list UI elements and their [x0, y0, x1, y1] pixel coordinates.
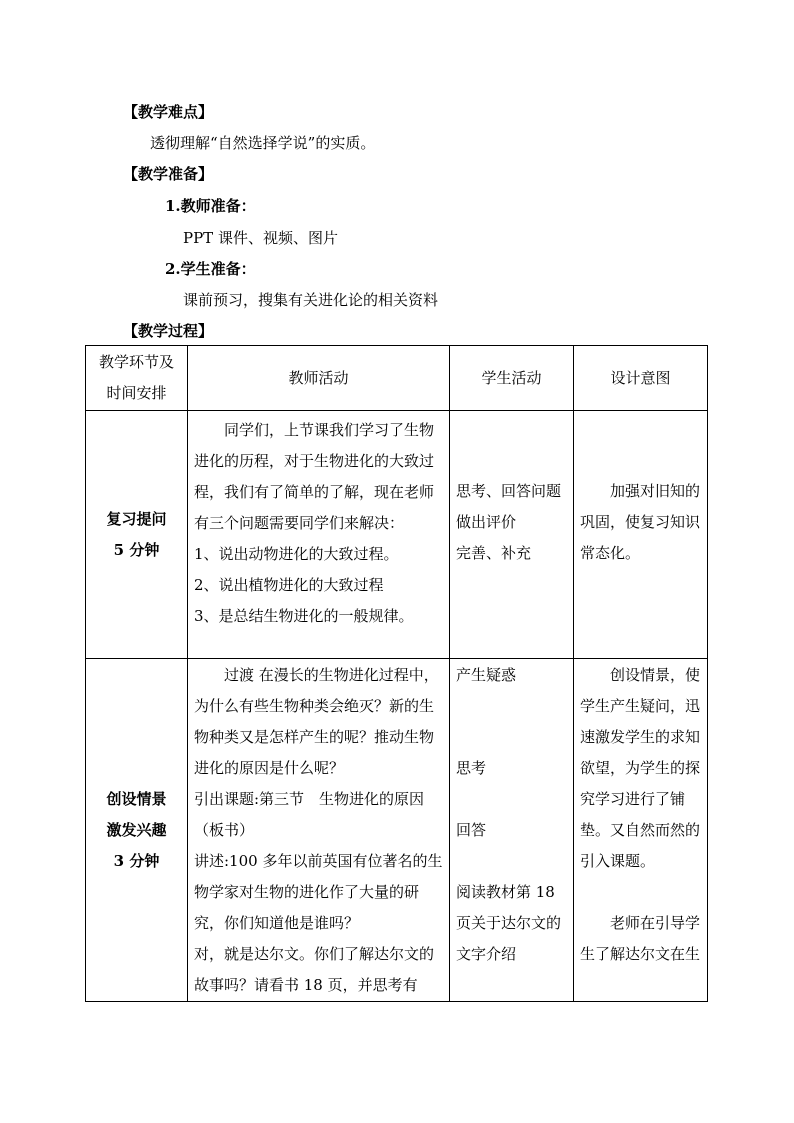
row2-student-activity: [450, 659, 574, 1002]
header-stage: [86, 346, 188, 411]
row1-teacher-q2: 2、说出植物进化的大致过程: [194, 576, 384, 594]
teacher-prep-heading: 1.教师准备：: [165, 197, 256, 215]
table-header-row: [86, 346, 708, 411]
row1-student-activity: [450, 411, 574, 659]
row1-student-line2: 做出评价: [456, 513, 517, 531]
row1-teacher-activity: [188, 411, 450, 659]
row1-intent-text: 加强对旧知的巩固，使复习知识常态化。: [580, 482, 701, 562]
student-prep-text: 课前预习，搜集有关进化论的相关资料: [183, 291, 439, 309]
difficulty-heading: 【教学难点】: [123, 103, 214, 121]
row2-teacher-para3: 讲述:100 多年以前英国有位著名的生物学家对生物的进化作了大量的研究，你们知道他是谁吗？: [194, 852, 443, 932]
row2-student-a1: 产生疑惑: [456, 666, 517, 684]
row2-teacher-activity: [188, 659, 450, 1002]
row2-design-intent: [574, 659, 708, 1002]
process-heading: 【教学过程】: [123, 322, 214, 340]
row1-student-line3: 完善、补充: [456, 544, 532, 562]
header-intent: 设计意图: [574, 346, 708, 411]
row1-stage: [86, 411, 188, 659]
lesson-plan-table: [85, 345, 708, 1002]
row1-teacher-intro: 同学们，上节课我们学习了生物进化的历程，对于生物进化的大致过程，我们有了简单的了解，现在老师有三个问题需要同学们来解决：: [194, 421, 435, 532]
header-stage-line2: 时间安排: [106, 384, 167, 402]
row2-student-a2: 思考: [456, 759, 487, 777]
row1-stage-line1: 复习提问: [106, 509, 167, 528]
row2-stage-line2: 激发兴趣: [106, 820, 167, 839]
row2-teacher-para4: 对，就是达尔文。你们了解达尔文的故事吗？请看书 18 页，并思考有: [194, 945, 435, 994]
header-student: 学生活动: [450, 346, 574, 411]
row2-intent-para1: 创设情景，使学生产生疑问，迅速激发学生的求知欲望，为学生的探究学习进行了铺垫。又自然而然的引入课题。: [580, 666, 701, 870]
teacher-prep-text: PPT 课件、视频、图片: [183, 229, 338, 247]
row2-stage-line1: 创设情景: [106, 789, 167, 808]
student-prep-heading: 2.学生准备：: [165, 260, 256, 278]
header-stage-line1: 教学环节及: [98, 353, 174, 371]
row2-stage-line3: 3 分钟: [113, 851, 160, 870]
row1-design-intent: [574, 411, 708, 659]
row2-teacher-para1: 过渡 在漫长的生物进化过程中，为什么有些生物种类会绝灭？新的生物种类又是怎样产生的呢？推动生物进化的原因是什么呢？: [194, 666, 439, 777]
difficulty-text: 透彻理解“自然选择学说”的实质。: [150, 134, 376, 152]
row1-teacher-q1: 1、说出动物进化的大致过程。: [194, 545, 399, 563]
row1-student-line1: 思考、回答问题: [456, 482, 562, 500]
row2-student-a3: 回答: [456, 821, 487, 839]
header-teacher: 教师活动: [188, 346, 450, 411]
row1-stage-line2: 5 分钟: [113, 540, 160, 559]
row1-teacher-q3: 3、是总结生物进化的一般规律。: [194, 607, 414, 625]
row2-teacher-para2: 引出课题:第三节 生物进化的原因（板书）: [194, 790, 425, 839]
row2-intent-para2: 老师在引导学生了解达尔文在生: [580, 914, 701, 963]
row2-student-a4: 阅读教材第 18 页关于达尔文的文字介绍: [456, 883, 562, 963]
prep-heading: 【教学准备】: [123, 165, 214, 183]
table-row: [86, 659, 708, 1002]
table-row: [86, 411, 708, 659]
row2-stage: [86, 659, 188, 1002]
